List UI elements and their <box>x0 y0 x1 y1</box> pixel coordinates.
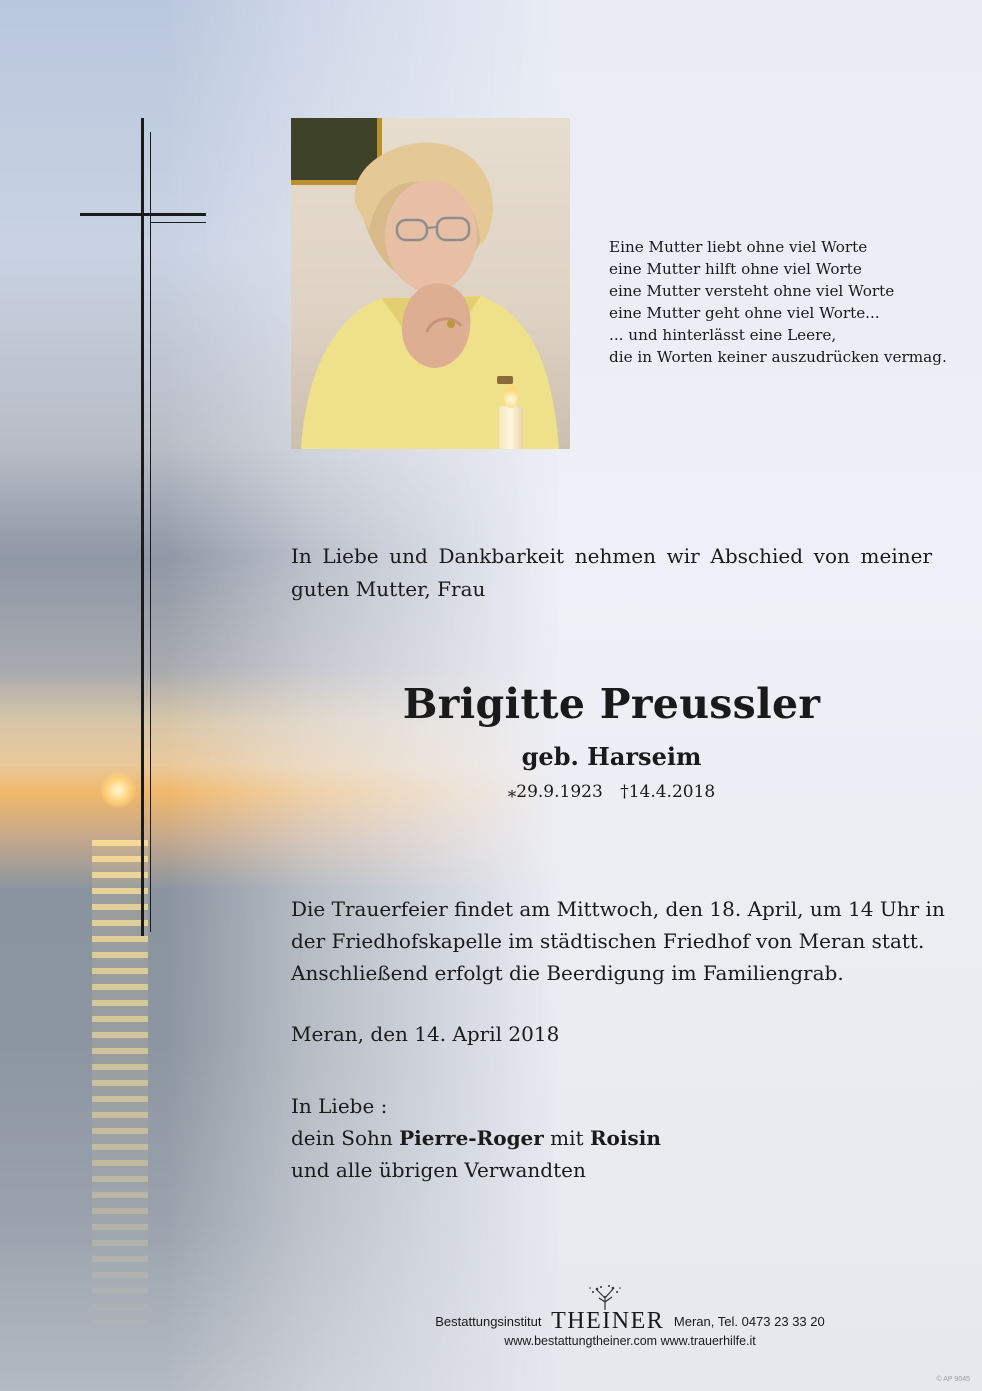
footer-websites: www.bestattungtheiner.com www.trauerhilfe.it <box>504 1334 756 1348</box>
portrait-photo <box>291 118 570 449</box>
mourners-line-relatives: und alle übrigen Verwandten <box>291 1158 586 1182</box>
place-date: Meran, den 14. April 2018 <box>291 1022 560 1046</box>
deceased-name: Brigitte Preussler <box>402 680 821 728</box>
poem <box>609 236 947 368</box>
cross-icon <box>80 118 208 938</box>
candle <box>499 406 523 449</box>
tree-logo-icon <box>585 1284 625 1310</box>
footer-contact-line <box>380 1308 880 1335</box>
maiden-name: geb. Harseim <box>521 742 702 771</box>
poem-line: eine Mutter geht ohne viel Worte... <box>609 304 880 322</box>
life-dates <box>291 782 932 802</box>
brand-logo: THEINER <box>551 1308 665 1334</box>
poem-line: die in Worten keiner auszudrücken vermag. <box>609 348 947 366</box>
funeral-details <box>291 893 945 989</box>
copyright-mark: © AP 9045 <box>936 1376 970 1383</box>
institute-label: Bestattungsinstitut <box>435 1314 542 1329</box>
birth-date: ⁎29.9.1923 <box>507 782 603 802</box>
poem-line: ... und hinterlässt eine Leere, <box>609 326 837 344</box>
mourners <box>291 1090 661 1186</box>
intro-text: In Liebe und Dankbarkeit nehmen wir Abschied von meiner guten Mutter, Frau <box>291 544 932 601</box>
poem-line: eine Mutter versteht ohne viel Worte <box>609 282 895 300</box>
funeral-line: Die Trauerfeier findet am Mittwoch, den 18. April, um 14 Uhr in <box>291 897 945 921</box>
funeral-line: der Friedhofskapelle im städtischen Friedhof von Meran statt. <box>291 929 925 953</box>
poem-line: Eine Mutter liebt ohne viel Worte <box>609 238 868 256</box>
contact-info: Meran, Tel. 0473 23 33 20 <box>673 1314 825 1329</box>
mourners-line-son: dein Sohn Pierre-Roger mit Roisin <box>291 1126 661 1150</box>
poem-line: eine Mutter hilft ohne viel Worte <box>609 260 862 278</box>
death-date: †14.4.2018 <box>620 782 716 802</box>
partner-name: Roisin <box>589 1126 661 1150</box>
son-name: Pierre-Roger <box>399 1126 544 1150</box>
mourners-heading: In Liebe : <box>291 1094 388 1118</box>
portrait-figure <box>291 118 570 449</box>
candle-flame <box>504 384 518 408</box>
funeral-line: Anschließend erfolgt die Beerdigung im Familiengrab. <box>291 961 844 985</box>
